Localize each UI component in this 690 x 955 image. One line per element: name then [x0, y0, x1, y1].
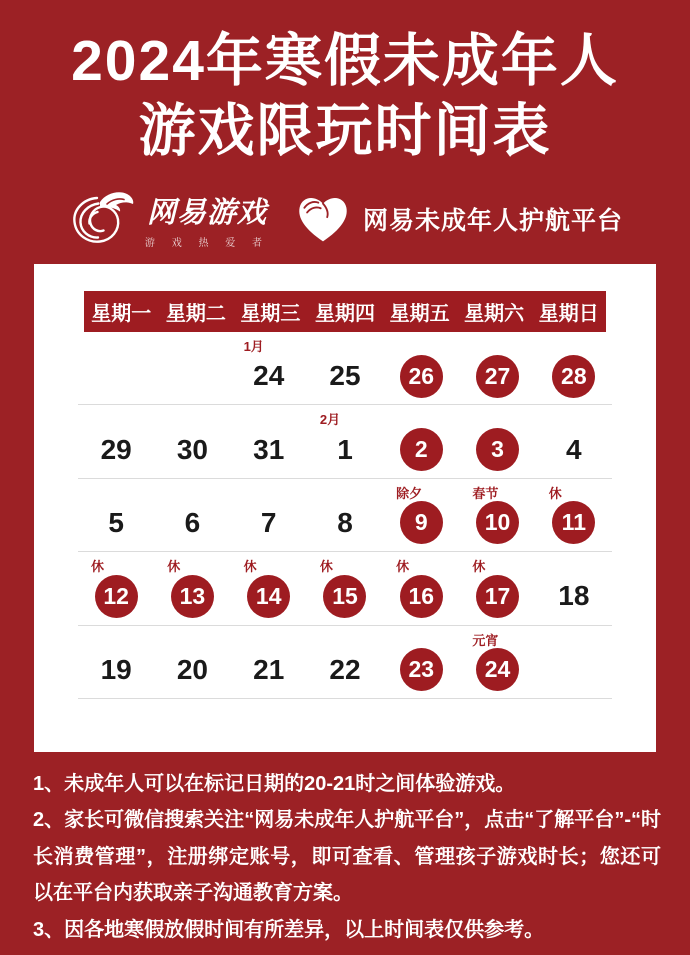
- calendar-cell: [307, 332, 383, 404]
- date-annotation: 休: [548, 485, 562, 501]
- playable-date-badge: 24: [476, 648, 519, 691]
- calendar-cell: [307, 405, 383, 477]
- calendar-cell: [231, 405, 307, 477]
- calendar-cell: [536, 332, 612, 404]
- calendar-row: [78, 626, 612, 699]
- weekday-label: 星期日: [538, 303, 599, 325]
- playable-date-badge: 3: [476, 428, 519, 471]
- calendar-cell: [459, 405, 535, 477]
- playable-date-badge: 16: [400, 575, 443, 618]
- calendar-cell: [154, 626, 230, 698]
- calendar-cell: [536, 626, 612, 698]
- playable-date-badge: 9: [400, 501, 443, 544]
- playable-date-badge: 12: [95, 575, 138, 618]
- date-number: 1: [337, 433, 353, 465]
- calendar-cell: [383, 405, 459, 477]
- date-number: 6: [184, 506, 201, 538]
- calendar-cell: [231, 626, 307, 698]
- calendar-cell: [459, 479, 535, 551]
- weekday-label: 星期六: [464, 303, 525, 325]
- date-number: 20: [176, 653, 208, 685]
- playable-date-badge: 11: [552, 501, 595, 544]
- date-annotation: 休: [167, 559, 181, 575]
- netease-games-name: 网易游戏: [146, 196, 267, 229]
- date-annotation: 元宵: [472, 632, 499, 648]
- guardian-platform-logo: [295, 192, 623, 246]
- calendar-cell: [459, 552, 535, 624]
- date-annotation: 休: [396, 559, 410, 575]
- playable-date-badge: 10: [476, 501, 519, 544]
- note-item: 3、因各地寒假放假时间有所差异，以上时间表仅供参考。: [33, 918, 545, 941]
- date-number: 5: [108, 506, 124, 538]
- calendar-row: [78, 405, 612, 478]
- calendar-card: [34, 264, 656, 752]
- date-annotation: 2月: [319, 412, 341, 428]
- calendar-cell: [231, 332, 307, 404]
- notes: [33, 766, 661, 948]
- playable-date-badge: 13: [171, 575, 214, 618]
- date-annotation: 春节: [472, 485, 499, 501]
- calendar-cell: [78, 332, 154, 404]
- poster-title: [0, 26, 690, 166]
- calendar-cell: [154, 332, 230, 404]
- date-annotation: 1月: [243, 339, 264, 354]
- date-number: 25: [329, 360, 361, 392]
- calendar-cell: [536, 552, 612, 624]
- weekday-label: 星期一: [91, 303, 152, 325]
- date-annotation: 休: [243, 559, 257, 575]
- calendar-cell: [536, 479, 612, 551]
- calendar-cell: [383, 552, 459, 624]
- heart-hand-icon: [295, 192, 351, 246]
- calendar-cell: [78, 626, 154, 698]
- calendar-row: [78, 332, 612, 405]
- calendar-cell: [459, 626, 535, 698]
- date-annotation: 休: [472, 559, 486, 575]
- playable-date-badge: 26: [400, 355, 443, 398]
- calendar-cell: [383, 332, 459, 404]
- calendar-cell: [154, 552, 230, 624]
- date-number: 7: [260, 506, 277, 538]
- date-annotation: 休: [319, 559, 333, 575]
- date-number: 21: [253, 653, 285, 685]
- calendar-cell: [307, 626, 383, 698]
- netease-games-wordmark: [145, 190, 269, 249]
- date-annotation: 休: [91, 559, 105, 575]
- playable-date-badge: 23: [400, 648, 443, 691]
- weekday-header: [84, 291, 606, 332]
- calendar-row: [78, 479, 612, 552]
- logo-row: [0, 186, 690, 252]
- calendar-cell: [154, 479, 230, 551]
- weekday-label: 星期四: [315, 303, 376, 325]
- calendar-cell: [231, 552, 307, 624]
- calendar-cell: [307, 552, 383, 624]
- calendar-cell: [307, 479, 383, 551]
- calendar-cell: [78, 552, 154, 624]
- guardian-platform-name: 网易未成年人护航平台: [363, 207, 624, 235]
- calendar-cell: [536, 405, 612, 477]
- calendar-cell: [459, 332, 535, 404]
- playable-date-badge: 28: [552, 355, 595, 398]
- date-annotation: 除夕: [396, 485, 423, 501]
- calendar-rows: [78, 332, 612, 699]
- date-number: 30: [176, 433, 208, 465]
- note-item: 1、未成年人可以在标记日期的20-21时之间体验游戏。: [33, 773, 516, 795]
- weekday-label: 星期三: [240, 303, 301, 325]
- playable-date-badge: 14: [247, 575, 290, 618]
- date-number: 8: [337, 506, 353, 538]
- netease-games-tagline: 游 戏 热 爱 者: [144, 237, 270, 249]
- playable-date-badge: 17: [476, 575, 519, 618]
- date-number: 31: [253, 433, 285, 465]
- calendar-cell: [78, 479, 154, 551]
- calendar-cell: [154, 405, 230, 477]
- poster-title-line1: 2024年寒假未成年人: [71, 29, 619, 93]
- date-number: 19: [100, 653, 132, 685]
- date-number: 24: [253, 360, 285, 392]
- calendar-cell: [383, 479, 459, 551]
- date-number: 22: [329, 653, 361, 685]
- playable-date-badge: 27: [476, 355, 519, 398]
- netease-games-logo: [67, 190, 269, 249]
- date-number: 4: [566, 433, 582, 465]
- date-number: 18: [558, 580, 590, 612]
- note-item: 2、家长可微信搜索关注“网易未成年人护航平台”，点击“了解平台”-“时长消费管理”，注册绑定账号，即可查看、管理孩子游戏时长；您还可以在平台内获取亲子沟通教育方案。: [33, 809, 661, 905]
- playable-date-badge: 15: [323, 575, 366, 618]
- poster-title-line2: 游戏限玩时间表: [138, 99, 552, 164]
- weekday-label: 星期二: [165, 303, 226, 325]
- calendar-cell: [78, 405, 154, 477]
- weekday-label: 星期五: [389, 303, 450, 325]
- calendar-row: [78, 552, 612, 625]
- playable-date-badge: 2: [400, 428, 443, 471]
- netease-swirl-icon: [67, 190, 135, 248]
- calendar-cell: [231, 479, 307, 551]
- date-number: 29: [100, 433, 132, 465]
- calendar-cell: [383, 626, 459, 698]
